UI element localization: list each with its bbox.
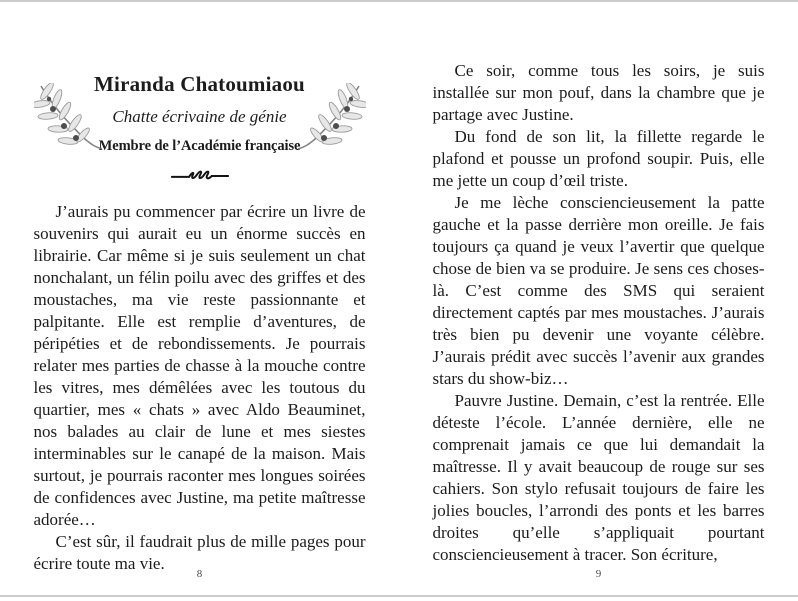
paragraph: J’aurais pu commencer par écrire un livre de souvenirs qui aurait eu un énorme succès en librairie. Car même si je suis seulement un chat nonchalant, un félin poilu avec des griffes et des moustaches, ma vie reste passionnante et palpitante. Elle est remplie d’aventures, de péripéties et de rebondissements. Je pourrais relater mes parties de chasse à la mouche contre les vitres, mes démêlées avec les toutous du quartier, mes « chats » avec Aldo Beauminet, nos balades au clair de lune et mes siestes interminables sur le canapé de la maison. Mais surtout, je pourrais raconter mes longues soirées de confidences avec Justine, ma petite maîtresse adorée… <box>33 202 366 529</box>
page-number-right: 9 <box>595 568 602 580</box>
right-page-body <box>433 0 765 566</box>
chapter-subtitle: Chatte écrivaine de génie <box>112 107 287 126</box>
chapter-header <box>34 0 366 185</box>
paragraph: Pauvre Justine. Demain, c’est la rentrée. Elle déteste l’école. L’année dernière, elle ne comprenait jamais ce que lui demandait la maîtresse. Il y avait beaucoup de rouge sur ses cahiers. Son stylo refusait toujours de faire les jolies boucles, l’arrondi des ponts et les barres droites qu’elle s’appliquait pourtant consciencieusement à tracer. Son écriture, <box>432 391 765 564</box>
paragraph: C’est sûr, il faudrait plus de mille pages pour écrire toute ma vie. <box>33 532 366 573</box>
olive-branch-right-icon <box>296 83 366 163</box>
olive-branch-left-icon <box>34 83 104 163</box>
squiggle-divider-icon <box>34 168 366 185</box>
paragraph: Ce soir, comme tous les soirs, je suis installée sur mon pouf, dans la chambre que je partage avec Justine. <box>432 61 765 124</box>
chapter-affiliation: Membre de l’Académie française <box>98 138 301 154</box>
paragraph: Je me lèche consciencieusement la patte gauche et la passe derrière mon oreille. Je fais toujours ça quand je veux l’avertir que quelque chose de bien va se produire. Je sens ces choses-là. C’est comme des SMS qui seraient directement captés par mes moustaches. J’aurais très bien pu devenir une voyante célèbre. J’aurais prédit avec succès l’avenir aux grandes stars du show-biz… <box>432 193 765 388</box>
left-page-body <box>34 201 366 575</box>
page-number-left: 8 <box>196 568 203 580</box>
screen-bottom-edge <box>0 595 798 597</box>
chapter-title: Miranda Chatoumiaou <box>94 72 305 96</box>
page-right <box>399 0 798 601</box>
paragraph: Du fond de son lit, la fillette regarde le plafond et pousse un profond soupir. Puis, elle me jette un coup d’œil triste. <box>432 127 765 190</box>
